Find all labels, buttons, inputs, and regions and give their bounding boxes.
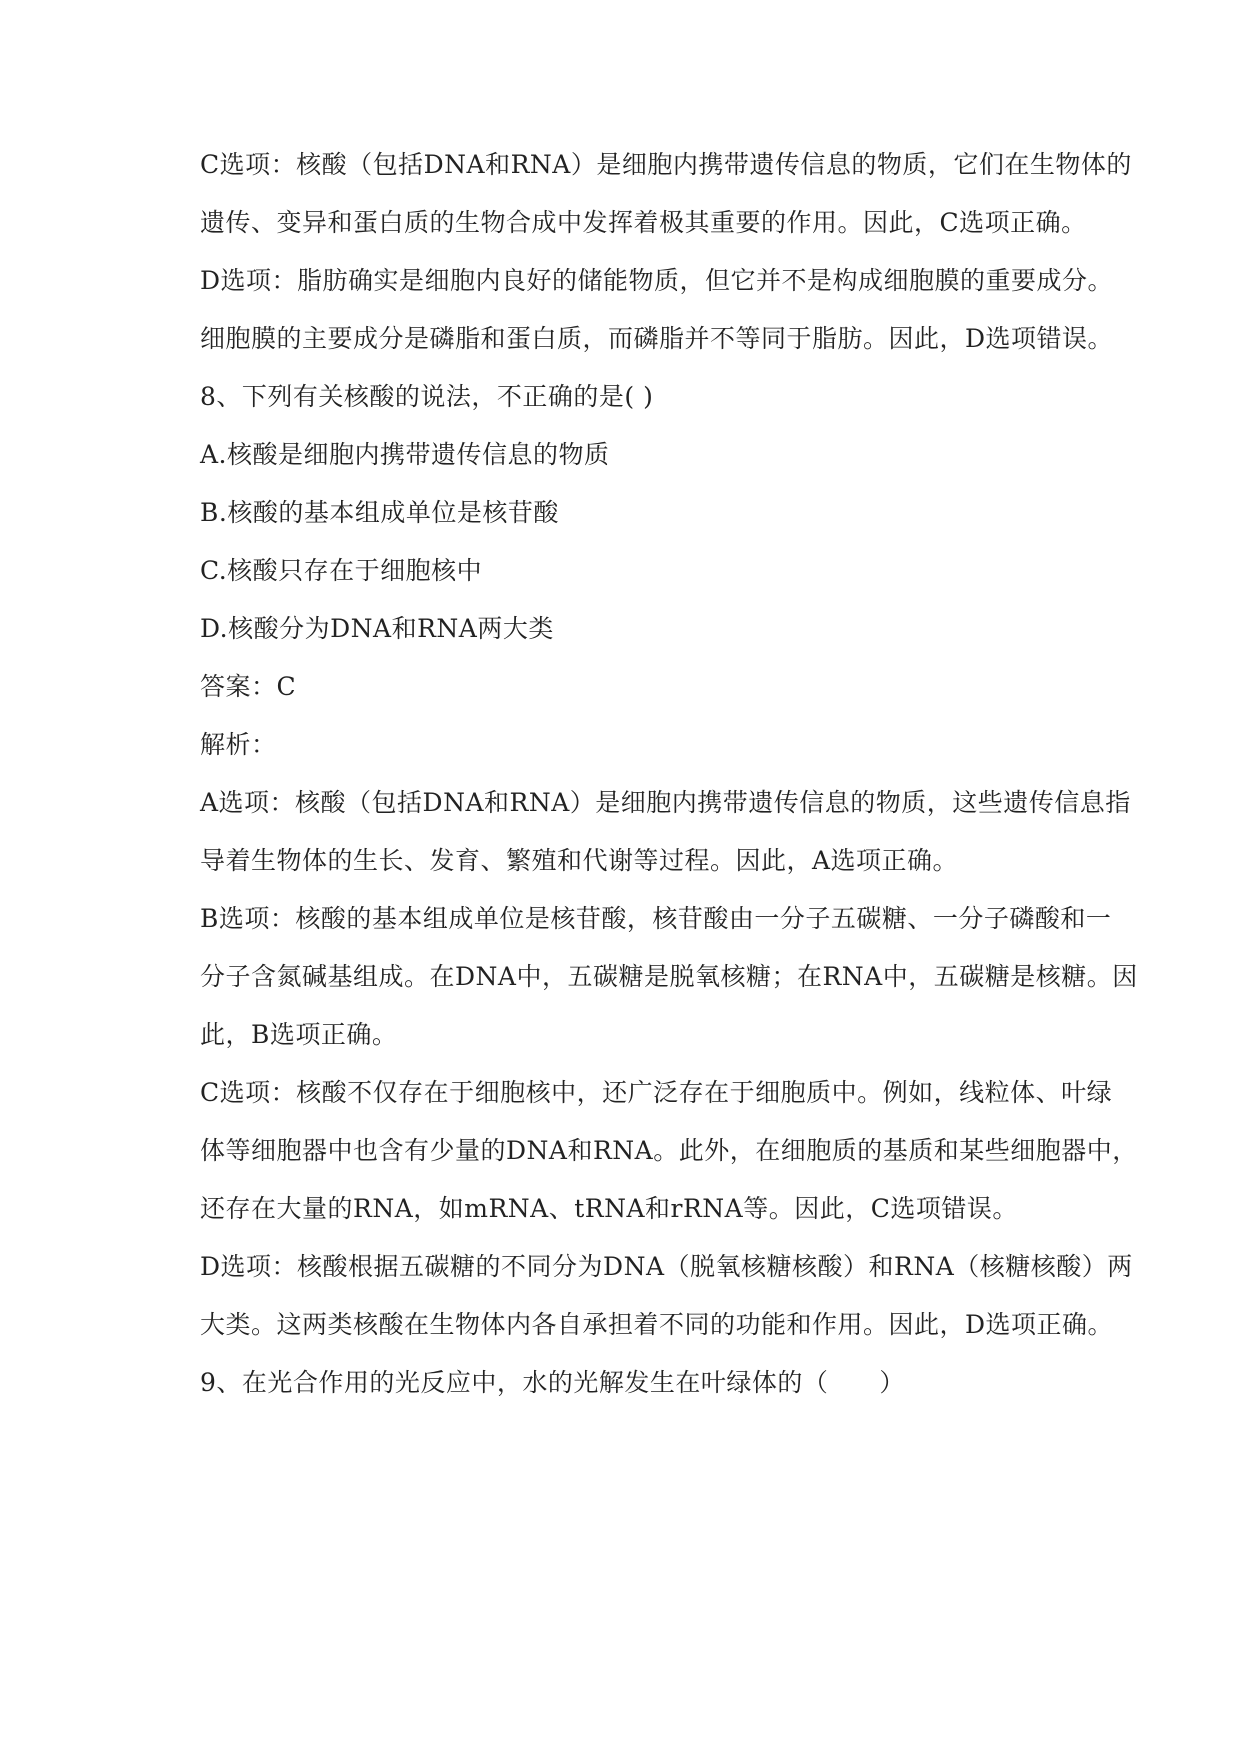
q8-option-b-explanation-line-3: 此，B选项正确。 <box>200 1020 398 1049</box>
q8-option-a-explanation-line-2: 导着生物体的生长、发育、繁殖和代谢等过程。因此，A选项正确。 <box>200 846 959 875</box>
q8-option-d-explanation-line-2: 大类。这两类核酸在生物体内各自承担着不同的功能和作用。因此，D选项正确。 <box>200 1310 1114 1339</box>
q9-question: 9、在光合作用的光反应中，水的光解发生在叶绿体的（ ） <box>200 1368 905 1397</box>
q8-option-c-explanation-line-2: 体等细胞器中也含有少量的DNA和RNA。此外，在细胞质的基质和某些细胞器中， <box>200 1136 1138 1165</box>
q7-option-d-explanation-line-1: D选项：脂肪确实是细胞内良好的储能物质，但它并不是构成细胞膜的重要成分。 <box>200 266 1114 295</box>
q8-option-b-explanation-line-1: B选项：核酸的基本组成单位是核苷酸，核苷酸由一分子五碳糖、一分子磷酸和一 <box>200 904 1112 933</box>
q7-option-c-explanation-line-1: C选项：核酸（包括DNA和RNA）是细胞内携带遗传信息的物质，它们在生物体的 <box>200 150 1132 179</box>
q8-option-b-explanation-line-2: 分子含氮碱基组成。在DNA中，五碳糖是脱氧核糖；在RNA中，五碳糖是核糖。因 <box>200 962 1138 991</box>
q8-option-a-explanation-line-1: A选项：核酸（包括DNA和RNA）是细胞内携带遗传信息的物质，这些遗传信息指 <box>200 788 1131 817</box>
q8-option-d: D.核酸分为DNA和RNA两大类 <box>200 614 554 643</box>
q8-answer: 答案：C <box>200 672 297 701</box>
q8-option-c: C.核酸只存在于细胞核中 <box>200 556 483 585</box>
q7-option-d-explanation-line-2: 细胞膜的主要成分是磷脂和蛋白质，而磷脂并不等同于脂肪。因此，D选项错误。 <box>200 324 1114 353</box>
q7-option-c-explanation-line-2: 遗传、变异和蛋白质的生物合成中发挥着极其重要的作用。因此，C选项正确。 <box>200 208 1087 237</box>
q8-question: 8、下列有关核酸的说法，不正确的是( ) <box>200 382 654 411</box>
q8-option-c-explanation-line-1: C选项：核酸不仅存在于细胞核中，还广泛存在于细胞质中。例如，线粒体、叶绿 <box>200 1078 1113 1107</box>
q8-analysis-heading: 解析： <box>200 730 277 759</box>
q8-option-c-explanation-line-3: 还存在大量的RNA，如mRNA、tRNA和rRNA等。因此，C选项错误。 <box>200 1194 1018 1223</box>
q8-option-d-explanation-line-1: D选项：核酸根据五碳糖的不同分为DNA（脱氧核糖核酸）和RNA（核糖核酸）两 <box>200 1252 1133 1281</box>
q8-option-b: B.核酸的基本组成单位是核苷酸 <box>200 498 559 527</box>
q8-option-a: A.核酸是细胞内携带遗传信息的物质 <box>200 440 610 469</box>
